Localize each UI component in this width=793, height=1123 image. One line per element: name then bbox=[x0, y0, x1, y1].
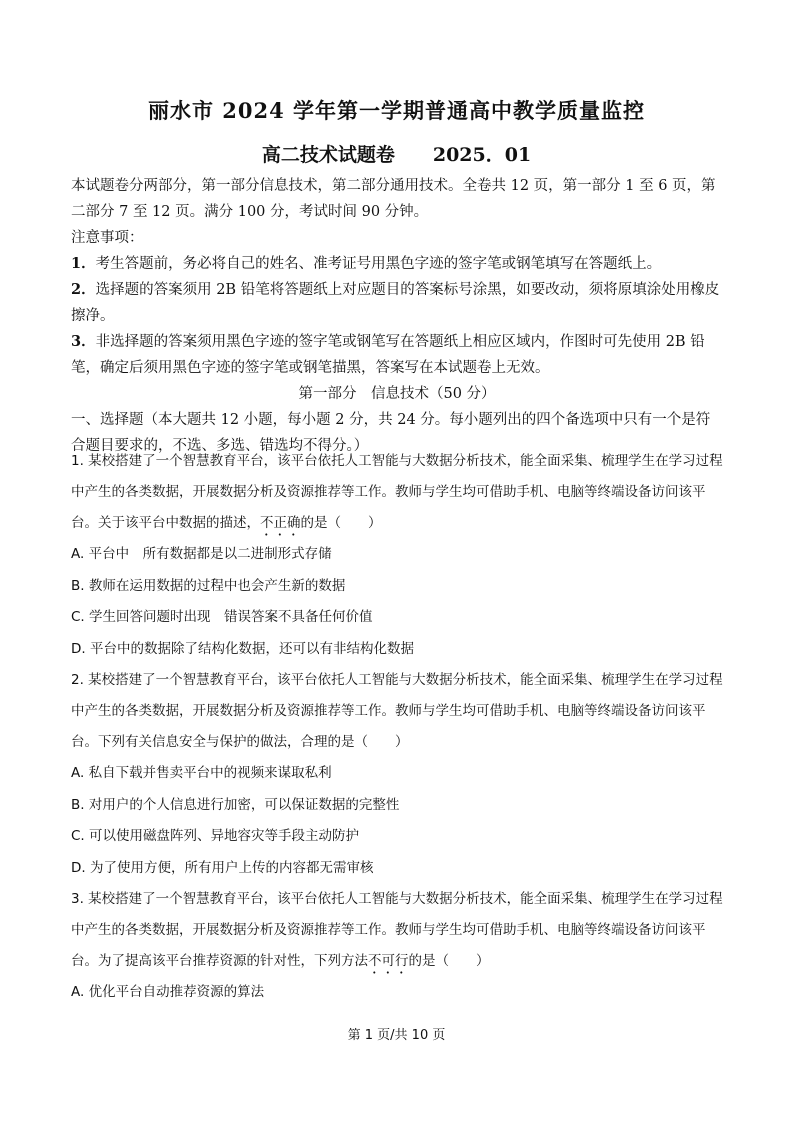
exam-subtitle bbox=[0, 140, 793, 167]
question-stem: 2. 某校搭建了一个智慧教育平台，该平台依托人工智能与大数据分析技术，能全面采集、梳理学生在学习过程中产生的各类数据，开展数据分析及资源推荐等工作。教师与学生均可借助手机、电脑等终端设备访问该平台。下列有关信息安全与保护的做法，合理的是（ ） bbox=[71, 672, 723, 750]
subject-title: 高二技术试题卷 bbox=[261, 144, 395, 166]
stem-text: 1. 某校搭建了一个智慧教育平台，该平台依托人工智能与大数据分析技术，能全面采集、梳理学生在学习过程中产生的各类数据，开展数据分析及资源推荐等工作。教师与学生均可借助手机、电脑等终端设备访问该平台。关于该平台中数据的描述， bbox=[71, 453, 723, 531]
note-number: 2． bbox=[71, 281, 96, 298]
question-3 bbox=[71, 884, 723, 1009]
note-number: 3． bbox=[71, 333, 96, 350]
notes-heading: 注意事项： bbox=[71, 230, 144, 246]
note-text: 非选择题的答案须用黑色字迹的签字笔或钢笔写在答题纸上相应区域内，作图时可先使用 2B 铅笔，确定后须用黑色字迹的签字笔或钢笔描黑，答案写在本试题卷上无效。 bbox=[71, 334, 705, 376]
exam-title: 丽水市 2024 学年第一学期普通高中教学质量监控 bbox=[147, 98, 646, 123]
option-a: A. 平台中 所有数据都是以二进制形式存储 bbox=[71, 546, 332, 562]
page-number: 第 1 页/共 10 页 bbox=[347, 1028, 446, 1043]
note-text: 选择题的答案须用 2B 铅笔将答题纸上对应题目的答案标号涂黑，如要改动，须将原填涂处用橡皮擦净。 bbox=[71, 282, 720, 324]
note-text: 考生答题前，务必将自己的姓名、准考证号用黑色字迹的签字笔或钢笔填写在答题纸上。 bbox=[95, 256, 662, 272]
question-stem bbox=[71, 884, 723, 977]
stem-text-end: 的是（ ） bbox=[300, 515, 382, 531]
stem-emphasis: 不可行 bbox=[368, 953, 409, 969]
exam-date: 2025．01 bbox=[432, 144, 532, 166]
question-stem bbox=[71, 446, 723, 539]
option-b: B. 对用户的个人信息进行加密，可以保证数据的完整性 bbox=[71, 796, 400, 813]
option-a: A. 优化平台自动推荐资源的算法 bbox=[71, 984, 265, 1000]
option-a: A. 私自下载并售卖平台中的视频来谋取私利 bbox=[71, 765, 332, 781]
option-d: D. 平台中的数据除了结构化数据，还可以有非结构化数据 bbox=[71, 640, 414, 657]
stem-emphasis: 不正确 bbox=[260, 515, 301, 531]
questions bbox=[71, 446, 723, 1009]
note-item bbox=[71, 277, 723, 329]
part-title: 第一部分 信息技术（50 分） bbox=[298, 386, 496, 402]
question-1 bbox=[71, 446, 723, 665]
option-d: D. 为了使用方便，所有用户上传的内容都无需审核 bbox=[71, 859, 374, 876]
note-item bbox=[71, 251, 723, 277]
option-c: C. 学生回答问题时出现 错误答案不具备任何价值 bbox=[71, 609, 373, 625]
stem-text: 3. 某校搭建了一个智慧教育平台，该平台依托人工智能与大数据分析技术，能全面采集、梳理学生在学习过程中产生的各类数据，开展数据分析及资源推荐等工作。教师与学生均可借助手机、电脑等终端设备访问该平台。为了提高该平台推荐资源的针对性，下列方法 bbox=[71, 891, 723, 969]
question-2 bbox=[71, 665, 723, 884]
instructions bbox=[71, 173, 723, 459]
option-b: B. 教师在运用数据的过程中也会产生新的数据 bbox=[71, 577, 346, 594]
note-item bbox=[71, 329, 723, 381]
note-number: 1． bbox=[71, 255, 96, 272]
stem-text-end: 的是（ ） bbox=[408, 953, 490, 969]
option-c: C. 可以使用磁盘阵列、异地容灾等手段主动防护 bbox=[71, 828, 360, 844]
intro-paragraph: 本试题卷分两部分，第一部分信息技术，第二部分通用技术。全卷共 12 页，第一部分 1 至 6 页，第二部分 7 至 12 页。满分 100 分，考试时间 90 分钟。 bbox=[71, 178, 716, 220]
section-title: 一、选择题（本大题共 12 小题，每小题 2 分，共 24 分。每小题列出的四个备选项中只有一个是符合题目要求的，不选、多选、错选均不得分。） bbox=[71, 412, 711, 454]
